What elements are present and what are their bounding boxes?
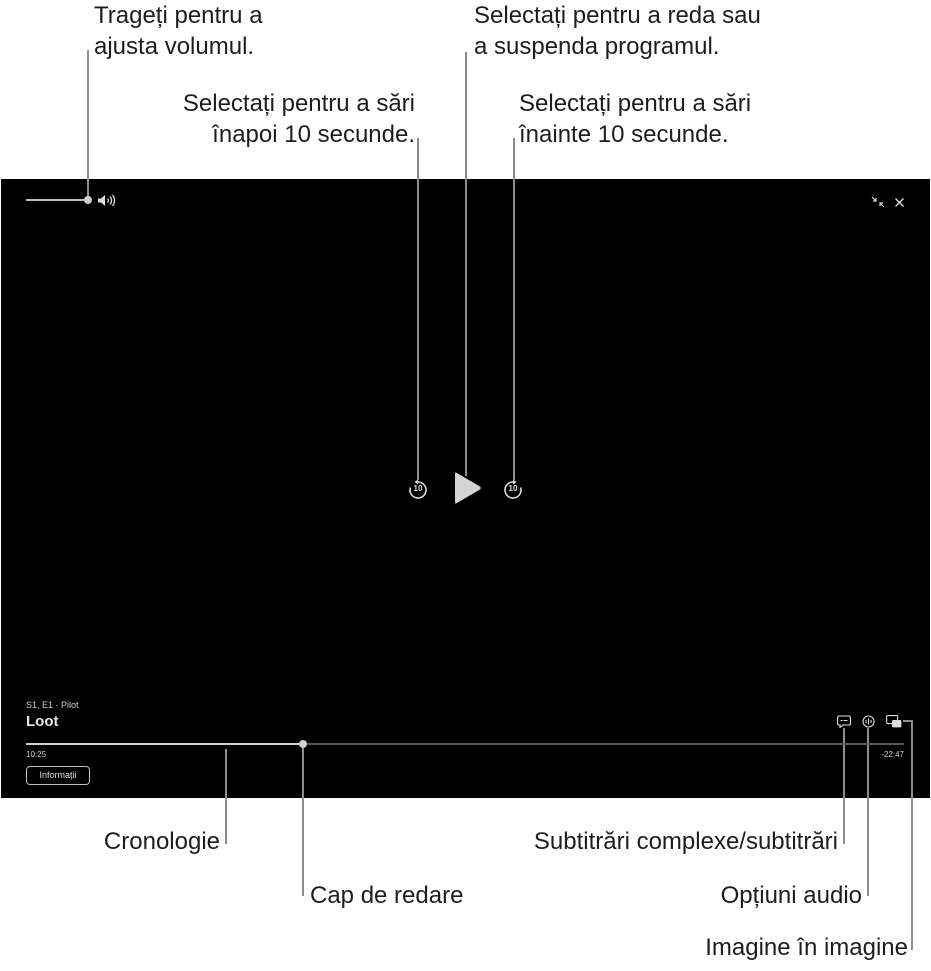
audio-callout: Opțiuni audio xyxy=(720,882,862,909)
skip-forward-leader xyxy=(513,138,515,480)
timeline-callout: Cronologie xyxy=(103,828,220,855)
pip-callout: Imagine în imagine xyxy=(705,934,908,961)
skip-back-leader xyxy=(417,138,419,480)
skip-back-callout: Selectați pentru a sări înapoi 10 secunde. xyxy=(182,90,415,148)
skip-back-label: 10 xyxy=(413,484,423,493)
volume-slider-knob[interactable] xyxy=(84,196,92,204)
audio-options-icon[interactable] xyxy=(862,715,875,733)
volume-slider[interactable] xyxy=(26,199,88,201)
minimize-icon[interactable] xyxy=(871,195,885,213)
volume-leader xyxy=(87,50,89,200)
speaker-icon[interactable] xyxy=(97,194,117,212)
show-title: Loot xyxy=(26,713,59,730)
play-pause-callout: Selectați pentru a reda sau a suspenda programul. xyxy=(474,2,761,60)
skip-forward-label: 10 xyxy=(508,484,518,493)
elapsed-time: 10:25 xyxy=(26,750,47,759)
subtitles-callout: Subtitrări complexe/subtitrări xyxy=(533,828,838,855)
episode-label: S1, E1 · Pilot xyxy=(26,700,79,710)
audio-leader xyxy=(867,728,869,896)
timeline-progress xyxy=(26,743,303,745)
skip-forward-10-icon[interactable] xyxy=(502,479,524,506)
playhead-callout: Cap de redare xyxy=(310,882,464,909)
pip-leader-hook xyxy=(903,720,913,722)
remaining-time: -22:47 xyxy=(881,750,904,759)
timeline-leader xyxy=(225,749,227,844)
pip-leader xyxy=(911,720,913,950)
play-icon[interactable] xyxy=(452,471,482,510)
picture-in-picture-icon[interactable] xyxy=(886,715,902,733)
close-icon[interactable] xyxy=(894,195,905,213)
volume-callout: Trageți pentru a ajusta volumul. xyxy=(94,2,263,60)
subtitles-icon[interactable] xyxy=(837,715,851,733)
skip-forward-callout: Selectați pentru a sări înainte 10 secunde. xyxy=(519,90,752,148)
playhead-leader xyxy=(302,748,304,896)
skip-back-10-icon[interactable] xyxy=(407,479,429,506)
play-leader xyxy=(465,52,467,476)
info-button[interactable]: Informații xyxy=(26,766,90,785)
subtitles-leader xyxy=(843,728,845,844)
